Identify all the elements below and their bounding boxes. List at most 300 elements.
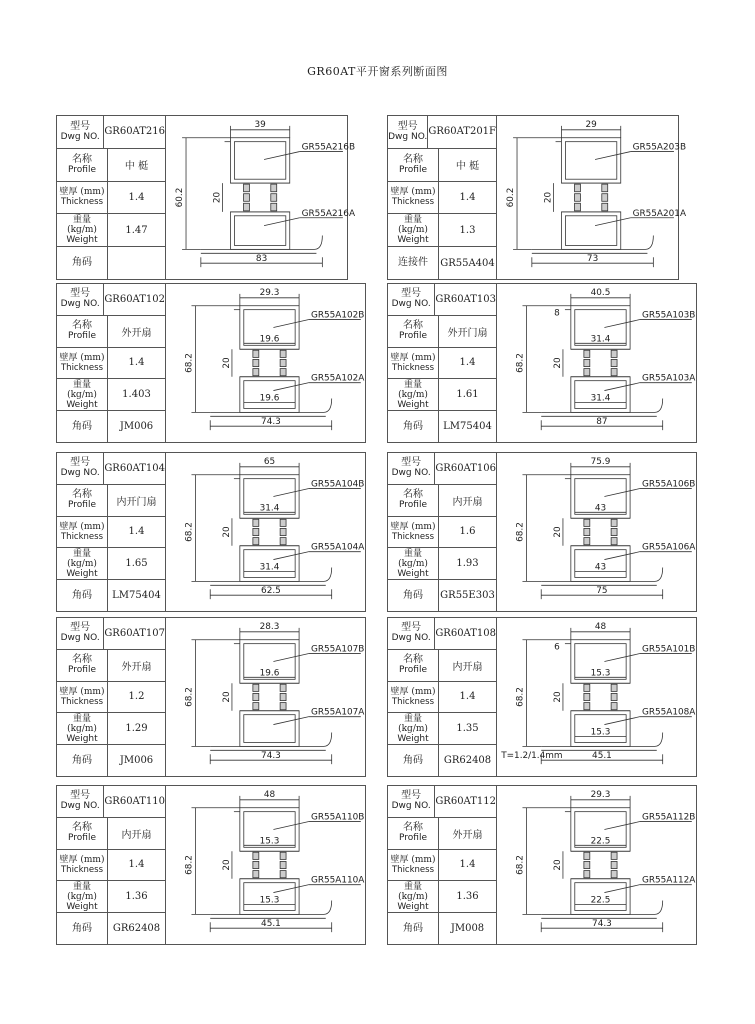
callout-leader [604, 885, 640, 893]
profile-row [57, 149, 165, 182]
thickness-row [57, 348, 165, 380]
lower-chamber-inner [565, 216, 616, 246]
callout-leader [273, 383, 309, 391]
page-title: GR60AT平开窗系列断面图 [307, 65, 448, 78]
callout-leader [604, 654, 640, 662]
dwg-row [388, 284, 496, 316]
thermal-strip-right [280, 861, 286, 868]
weight-label-en: Weight [66, 733, 98, 744]
inner-dimension: 20 [552, 691, 563, 703]
dwg-label-zh: 型号 [401, 790, 422, 802]
corner-value: GR55E303 [440, 590, 495, 602]
lower-chamber [561, 212, 620, 250]
top-dimension: 75.9 [590, 456, 611, 467]
thermal-strip-left [584, 528, 590, 535]
thermal-strip-left [575, 194, 581, 202]
profile-label-zh: 名称 [72, 320, 92, 332]
profile-label-en: Profile [68, 331, 96, 342]
thickness-row [388, 850, 496, 882]
profile-row [388, 818, 496, 850]
thermal-strip-left [575, 184, 581, 192]
profile-label-zh: 名称 [403, 822, 423, 834]
weight-value: 1.36 [456, 891, 479, 903]
profile-row [388, 650, 496, 682]
thickness-row [388, 682, 496, 714]
thermal-strip-left [584, 538, 590, 545]
profile-row [388, 149, 496, 182]
weight-label-zh: 重量 (kg/m) [67, 713, 97, 734]
thickness-label-zh: 壁厚 (mm) [59, 686, 105, 697]
section-svg [166, 786, 365, 944]
callout-upper: GR55A112B [641, 812, 696, 823]
corner-row [388, 580, 496, 611]
corner-label: 角码 [72, 420, 92, 432]
top-dimension: 65 [263, 456, 276, 467]
top-dimension: 39 [254, 119, 266, 130]
thermal-strip-right [611, 861, 617, 868]
inner-width-top: 22.5 [590, 836, 611, 847]
thermal-strip-right [271, 184, 277, 192]
small-dimension: 8 [554, 308, 560, 319]
thickness-value: 1.4 [128, 526, 145, 538]
profile-row [57, 650, 165, 682]
corner-row [57, 745, 165, 776]
dwg-label-en: Dwg NO. [391, 299, 431, 310]
thermal-strip-right [611, 852, 617, 859]
profile-label-zh: 名称 [72, 153, 92, 165]
dwg-label-en: Dwg NO. [60, 633, 100, 644]
bottom-flange [210, 733, 331, 747]
inner-dimension: 20 [212, 191, 223, 204]
thickness-value: 1.4 [128, 859, 145, 871]
corner-label: 角码 [403, 589, 423, 601]
weight-label-en: Weight [66, 901, 98, 912]
weight-row [57, 548, 165, 580]
thermal-break [244, 184, 277, 211]
dwg-value: GR60AT106 [435, 462, 496, 474]
top-dimension: 40.5 [590, 287, 611, 298]
callout-leader [264, 152, 300, 160]
weight-row [388, 881, 496, 913]
thermal-strip-left [253, 528, 259, 535]
callout-leader [273, 489, 309, 497]
dwg-row [388, 618, 496, 650]
weight-value: 1.35 [456, 723, 479, 735]
weight-row [57, 881, 165, 913]
corner-label: 连接件 [398, 257, 428, 269]
thermal-strip-right [280, 369, 286, 376]
corner-label: 角码 [72, 754, 92, 766]
profile-card [56, 452, 366, 612]
corner-row [388, 247, 496, 279]
corner-row [57, 411, 165, 442]
thermal-break [584, 519, 617, 545]
thickness-value: 1.4 [459, 691, 476, 703]
callout-lower: GR55A216A [301, 208, 356, 219]
bottom-dimension: 45.1 [261, 919, 281, 930]
weight-label-zh: 重量 (kg/m) [398, 881, 428, 902]
profile-label-en: Profile [68, 164, 96, 175]
callout-upper: GR55A110B [310, 812, 365, 823]
bottom-dimension: 62.5 [261, 586, 281, 597]
section-svg [497, 786, 696, 944]
thermal-strip-left [584, 703, 590, 710]
thermal-strip-right [611, 519, 617, 526]
thickness-label-en: Thickness [391, 197, 434, 208]
callout-leader [273, 552, 309, 560]
profile-label-en: Profile [68, 665, 96, 676]
callout-leader [264, 218, 300, 226]
dwg-label-zh: 型号 [401, 457, 422, 469]
thickness-value: 1.4 [459, 859, 476, 871]
thermal-break [584, 350, 617, 376]
profile-label-zh: 名称 [403, 320, 423, 332]
thickness-row [57, 682, 165, 714]
thickness-label-zh: 壁厚 (mm) [59, 521, 105, 532]
thermal-strip-right [611, 703, 617, 710]
weight-label-zh: 重量 (kg/m) [67, 215, 97, 236]
corner-row [57, 580, 165, 611]
callout-lower: GR55A108A [641, 707, 696, 718]
section-svg [497, 618, 696, 776]
profile-card [56, 617, 366, 777]
upper-chamber [230, 138, 289, 183]
weight-label-en: Weight [397, 901, 429, 912]
thermal-strip-left [244, 194, 250, 202]
thickness-value: 1.4 [459, 357, 476, 369]
thermal-strip-left [253, 538, 259, 545]
inner-width-top: 19.6 [259, 334, 280, 345]
callout-upper: GR55A102B [310, 310, 365, 321]
thermal-strip-left [253, 703, 259, 710]
profile-section-drawing [166, 786, 365, 944]
callout-upper: GR55A104B [310, 479, 365, 490]
dwg-value: GR60AT216 [104, 126, 165, 138]
spec-table [388, 786, 497, 944]
height-dimension: 60.2 [175, 187, 186, 208]
dwg-label-en: Dwg NO. [60, 801, 100, 812]
inner-dimension: 20 [221, 859, 232, 871]
weight-value: 1.61 [456, 389, 479, 401]
callout-upper: GR55A216B [301, 142, 356, 153]
thermal-strip-right [611, 693, 617, 700]
section-svg [166, 116, 356, 279]
small-dimension: 6 [554, 642, 560, 653]
weight-value: 1.47 [125, 224, 148, 236]
thermal-strip-left [575, 203, 581, 211]
thickness-label-en: Thickness [60, 864, 103, 875]
inner-dimension: 20 [543, 191, 554, 204]
corner-value: GR55A404 [440, 257, 495, 269]
profile-section-drawing [497, 284, 696, 442]
spec-table [57, 284, 166, 442]
dwg-row [388, 453, 496, 485]
callout-lower: GR55A201A [632, 208, 687, 219]
height-dimension: 68.2 [515, 353, 526, 373]
bottom-flange [201, 236, 323, 250]
dwg-label-zh: 型号 [70, 622, 91, 634]
weight-label-en: Weight [397, 733, 429, 744]
thermal-strip-right [280, 359, 286, 366]
thickness-row [388, 517, 496, 549]
thermal-strip-left [584, 519, 590, 526]
upper-chamber-inner [234, 142, 285, 180]
weight-label-en: Weight [66, 568, 98, 579]
weight-row [388, 713, 496, 745]
profile-card [56, 283, 366, 443]
weight-label-en: Weight [397, 235, 429, 246]
callout-leader [604, 320, 640, 328]
inner-width-bottom: 31.4 [259, 562, 280, 573]
callout-lower: GR55A103A [641, 373, 696, 384]
profile-section-drawing [166, 453, 365, 611]
callout-upper: GR55A101B [641, 644, 696, 655]
thermal-strip-left [244, 184, 250, 192]
profile-section-drawing [497, 453, 696, 611]
section-svg [166, 453, 365, 611]
section-svg [166, 618, 365, 776]
inner-width-bottom: 31.4 [590, 393, 611, 404]
lower-chamber [230, 212, 289, 250]
inner-dimension: 20 [552, 859, 563, 871]
callout-leader [273, 822, 309, 830]
section-svg [497, 284, 696, 442]
thermal-strip-left [253, 350, 259, 357]
profile-label-en: Profile [68, 833, 96, 844]
corner-value [108, 247, 165, 279]
profile-card [387, 617, 697, 777]
dwg-row [388, 116, 496, 149]
top-dimension: 29.3 [259, 287, 280, 298]
profile-section-drawing [166, 618, 365, 776]
callout-lower: GR55A106A [641, 542, 696, 553]
thermal-strip-right [611, 528, 617, 535]
weight-value: 1.36 [125, 891, 148, 903]
top-dimension: 28.3 [259, 621, 280, 632]
thermal-strip-right [611, 350, 617, 357]
thermal-strip-left [584, 684, 590, 691]
wall-thickness-note: T=1.2/1.4mm [501, 751, 563, 762]
thermal-strip-left [584, 861, 590, 868]
spec-table [57, 618, 166, 776]
weight-row [57, 214, 165, 247]
thermal-strip-left [584, 871, 590, 878]
thickness-value: 1.4 [128, 357, 145, 369]
corner-row [388, 745, 496, 776]
callout-lower: GR55A102A [310, 373, 365, 384]
profile-value: 内开扇 [452, 496, 483, 508]
thermal-strip-left [253, 359, 259, 366]
thermal-strip-left [584, 369, 590, 376]
thickness-value: 1.2 [128, 691, 145, 703]
thermal-strip-right [280, 538, 286, 545]
dwg-value: GR60AT112 [435, 795, 496, 807]
corner-value: LM75404 [112, 590, 161, 602]
thermal-strip-left [244, 203, 250, 211]
profile-row [57, 818, 165, 850]
callout-upper: GR55A103B [641, 310, 696, 321]
dwg-row [57, 618, 165, 650]
profile-card [387, 452, 697, 612]
bottom-dimension: 83 [255, 254, 268, 265]
thermal-strip-right [602, 194, 608, 202]
dwg-label-en: Dwg NO. [60, 468, 100, 479]
inner-dimension: 20 [221, 357, 232, 369]
inner-width-top: 15.3 [259, 836, 280, 847]
profile-value: 中 梃 [455, 161, 480, 173]
dwg-label-zh: 型号 [70, 120, 91, 132]
profile-card [387, 115, 687, 280]
spec-table [57, 786, 166, 944]
profile-value: 内开扇 [452, 661, 483, 673]
profile-label-zh: 名称 [72, 489, 92, 501]
corner-value: LM75404 [443, 421, 492, 433]
profile-label-en: Profile [399, 500, 427, 511]
corner-row [388, 913, 496, 944]
dwg-label-zh: 型号 [70, 288, 91, 300]
corner-value: GR62408 [443, 755, 492, 767]
weight-label-zh: 重量 (kg/m) [398, 548, 428, 569]
weight-label-zh: 重量 (kg/m) [67, 548, 97, 569]
callout-leader [604, 383, 640, 391]
thermal-strip-left [584, 350, 590, 357]
height-dimension: 68.2 [184, 353, 195, 373]
callout-lower: GR55A110A [310, 875, 365, 886]
inner-width-top: 31.4 [590, 334, 611, 345]
weight-label-zh: 重量 (kg/m) [398, 379, 428, 400]
thermal-strip-right [280, 528, 286, 535]
thermal-strip-right [611, 871, 617, 878]
callout-leader [595, 152, 631, 160]
dwg-value: GR60AT103 [435, 293, 496, 305]
thermal-strip-left [584, 852, 590, 859]
bottom-dimension: 45.1 [592, 751, 612, 762]
thermal-strip-right [271, 203, 277, 211]
thermal-strip-left [253, 861, 259, 868]
thermal-strip-right [611, 538, 617, 545]
thermal-strip-right [280, 684, 286, 691]
profile-row [57, 485, 165, 517]
height-dimension: 68.2 [515, 522, 526, 542]
section-svg [497, 453, 696, 611]
bottom-flange [532, 236, 654, 250]
spec-table [388, 453, 497, 611]
inner-width-bottom: 19.6 [259, 393, 280, 404]
thickness-label-zh: 壁厚 (mm) [59, 187, 105, 198]
dwg-label-en: Dwg NO. [60, 299, 100, 310]
lower-chamber-inner [234, 216, 285, 246]
inner-width-bottom: 22.5 [590, 895, 611, 906]
profile-section-drawing [497, 618, 696, 776]
inner-width-top: 43 [594, 503, 607, 514]
dwg-label-en: Dwg NO. [60, 131, 100, 142]
thickness-label-en: Thickness [60, 197, 103, 208]
lower-chamber [240, 711, 299, 747]
dwg-label-en: Dwg NO. [388, 131, 428, 142]
thickness-label-zh: 壁厚 (mm) [59, 352, 105, 363]
weight-label-zh: 重量 (kg/m) [67, 881, 97, 902]
lower-chamber-inner [244, 715, 295, 743]
dwg-label-zh: 型号 [70, 790, 91, 802]
profile-section-drawing [166, 284, 365, 442]
thermal-strip-right [602, 184, 608, 192]
weight-label-zh: 重量 (kg/m) [398, 215, 428, 236]
weight-value: 1.65 [125, 558, 148, 570]
thermal-break [253, 684, 286, 710]
corner-row [388, 411, 496, 442]
corner-label: 角码 [403, 922, 423, 934]
thermal-break [253, 350, 286, 376]
dwg-value: GR60AT107 [104, 627, 165, 639]
dwg-row [388, 786, 496, 818]
inner-width-bottom: 43 [594, 562, 607, 573]
profile-section-drawing [497, 116, 687, 279]
thermal-strip-left [253, 871, 259, 878]
weight-value: 1.403 [122, 389, 151, 401]
profile-section-drawing [497, 786, 696, 944]
weight-row [388, 214, 496, 247]
thickness-label-zh: 壁厚 (mm) [390, 521, 436, 532]
callout-leader [273, 320, 309, 328]
thickness-value: 1.6 [459, 526, 476, 538]
weight-row [57, 379, 165, 411]
callout-leader [604, 717, 640, 725]
thickness-value: 1.4 [128, 191, 145, 203]
profile-row [57, 316, 165, 348]
spec-table [388, 116, 497, 279]
callout-lower: GR55A112A [641, 875, 696, 886]
callout-upper: GR55A203B [632, 142, 687, 153]
profile-value: 外开门扇 [447, 327, 488, 339]
profile-label-en: Profile [399, 833, 427, 844]
weight-row [388, 548, 496, 580]
callout-lower: GR55A104A [310, 542, 365, 553]
thermal-strip-left [253, 852, 259, 859]
top-dimension: 29.3 [590, 789, 611, 800]
profile-label-en: Profile [68, 500, 96, 511]
profile-card [387, 283, 697, 443]
thickness-label-en: Thickness [60, 696, 103, 707]
thermal-strip-right [611, 359, 617, 366]
profile-value: 内开扇 [121, 829, 152, 841]
thickness-row [57, 517, 165, 549]
profile-value: 外开扇 [121, 327, 152, 339]
dwg-value: GR60AT108 [435, 627, 496, 639]
profile-label-zh: 名称 [403, 153, 423, 165]
bottom-dimension: 74.3 [261, 751, 281, 762]
weight-value: 1.3 [459, 224, 476, 236]
profile-label-zh: 名称 [403, 489, 423, 501]
height-dimension: 68.2 [184, 855, 195, 875]
thermal-break [253, 519, 286, 545]
weight-value: 1.29 [125, 723, 148, 735]
weight-label-zh: 重量 (kg/m) [67, 379, 97, 400]
height-dimension: 68.2 [184, 687, 195, 707]
corner-value: JM008 [450, 923, 485, 935]
thermal-strip-right [280, 852, 286, 859]
profile-label-zh: 名称 [72, 822, 92, 834]
dwg-label-zh: 型号 [397, 120, 418, 132]
thermal-strip-left [584, 359, 590, 366]
inner-dimension: 20 [221, 526, 232, 538]
dwg-value: GR60AT201F [428, 126, 496, 138]
corner-row [57, 913, 165, 944]
callout-leader [604, 489, 640, 497]
dwg-label-zh: 型号 [401, 622, 422, 634]
profile-card [56, 785, 366, 945]
height-dimension: 68.2 [184, 522, 195, 542]
thickness-row [57, 182, 165, 215]
